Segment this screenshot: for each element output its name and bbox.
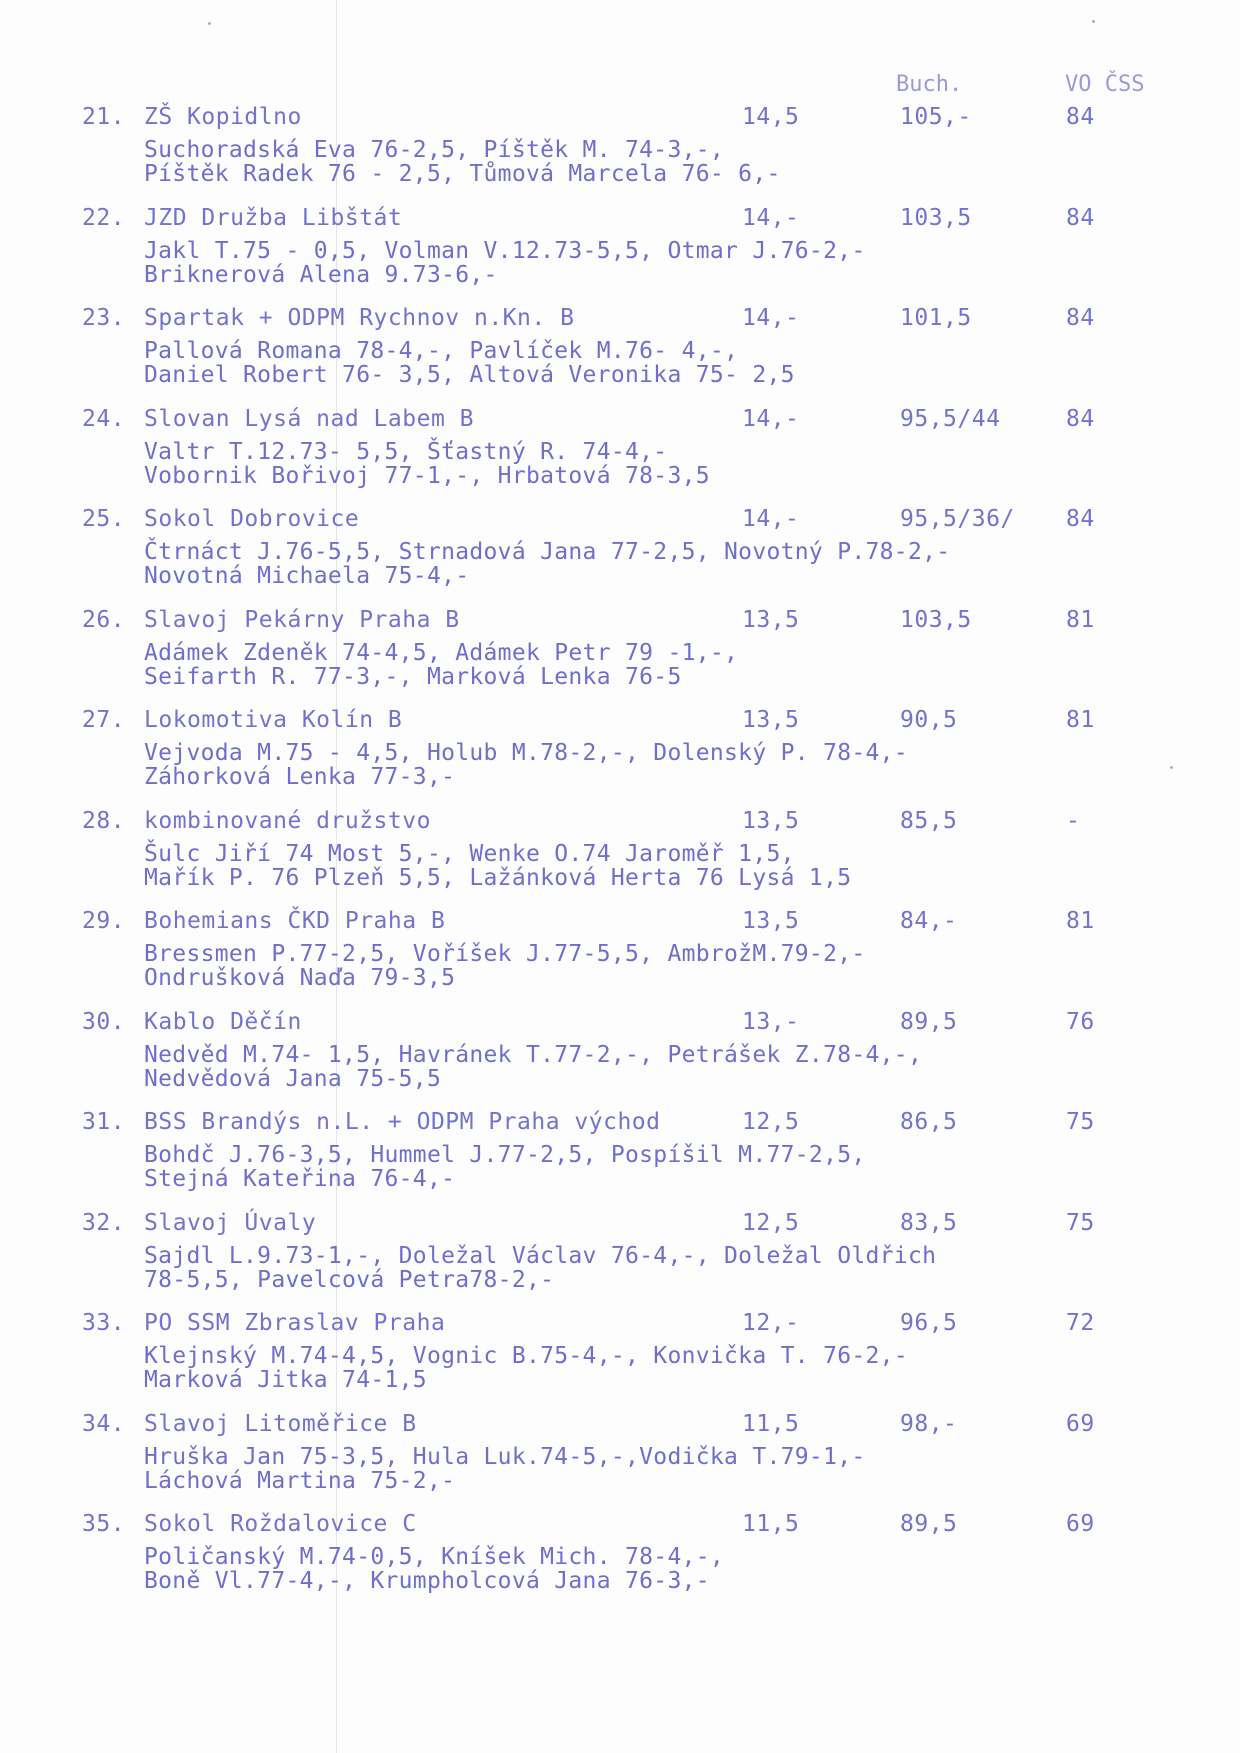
team-name: Slovan Lysá nad Labem B (144, 406, 474, 432)
team-name: kombinované družstvo (144, 808, 431, 834)
player-list (144, 1445, 866, 1493)
buchholz-score: 103,5 (900, 205, 972, 231)
team-name: Slavoj Úvaly (144, 1210, 317, 1236)
team-points: 14,- (742, 506, 800, 532)
player-line: Daniel Robert 76- 3,5, Altová Veronika 75- 2,5 (144, 362, 795, 388)
team-points: 14,5 (742, 104, 800, 130)
player-list (144, 1344, 908, 1392)
player-line: Adámek Zdeněk 74-4,5, Adámek Petr 79 -1,-, (144, 640, 739, 666)
player-line: Píštěk Radek 76 - 2,5, Tůmová Marcela 76- 6,- (144, 161, 781, 187)
player-line: Briknerová Alena 9.73-6,- (144, 262, 498, 288)
vo-css-score: 81 (1066, 607, 1095, 633)
buchholz-score: 103,5 (900, 607, 972, 633)
player-line: Záhorková Lenka 77-3,- (144, 764, 456, 790)
player-line: Šulc Jiří 74 Most 5,-, Wenke O.74 Jaroměř 1,5, (144, 841, 795, 867)
player-line: Marková Jitka 74-1,5 (144, 1367, 427, 1393)
player-line: Vobornik Bořivoj 77-1,-, Hrbatová 78-3,5 (144, 463, 710, 489)
player-list (144, 1244, 936, 1292)
player-line: Bohdč J.76-3,5, Hummel J.77-2,5, Pospíšil M.77-2,5, (144, 1142, 866, 1168)
buchholz-score: 95,5/44 (900, 406, 1001, 432)
buchholz-score: 98,- (900, 1411, 958, 1437)
column-header-vo-css: VO ČSS (1065, 72, 1145, 97)
vo-css-score: 84 (1066, 406, 1095, 432)
player-list (144, 440, 710, 488)
player-list (144, 138, 781, 186)
entry-number: 32. (82, 1210, 126, 1236)
player-line: Čtrnáct J.76-5,5, Strnadová Jana 77-2,5, Novotný P.78-2,- (144, 539, 951, 565)
vo-css-score: 81 (1066, 707, 1095, 733)
entry-number: 26. (82, 607, 126, 633)
team-name: Slavoj Litoměřice B (144, 1411, 417, 1437)
column-header-buch: Buch. (896, 72, 963, 97)
player-line: 78-5,5, Pavelcová Petra78-2,- (144, 1267, 555, 1293)
player-line: Nedvědová Jana 75-5,5 (144, 1066, 442, 1092)
team-points: 12,- (742, 1310, 800, 1336)
player-line: Klejnský M.74-4,5, Vognic B.75-4,-, Konvička T. 76-2,- (144, 1343, 908, 1369)
team-name: PO SSM Zbraslav Praha (144, 1310, 446, 1336)
buchholz-score: 89,5 (900, 1009, 958, 1035)
player-line: Boně Vl.77-4,-, Krumpholcová Jana 76-3,- (144, 1568, 710, 1594)
entry-number: 23. (82, 305, 126, 331)
team-points: 12,5 (742, 1210, 800, 1236)
team-points: 13,5 (742, 908, 800, 934)
entry-number: 21. (82, 104, 126, 130)
entry-number: 30. (82, 1009, 126, 1035)
vo-css-score: 72 (1066, 1310, 1095, 1336)
vo-css-score: 84 (1066, 205, 1095, 231)
player-line: Suchoradská Eva 76-2,5, Píštěk M. 74-3,-, (144, 137, 725, 163)
player-line: Seifarth R. 77-3,-, Marková Lenka 76-5 (144, 664, 682, 690)
vo-css-score: 69 (1066, 1411, 1095, 1437)
player-line: Hruška Jan 75-3,5, Hula Luk.74-5,-,Vodička T.79-1,- (144, 1444, 866, 1470)
vo-css-score: 69 (1066, 1511, 1095, 1537)
team-name: Sokol Roždalovice C (144, 1511, 417, 1537)
team-name: BSS Brandýs n.L. + ODPM Praha východ (144, 1109, 661, 1135)
entry-number: 25. (82, 506, 126, 532)
team-points: 14,- (742, 205, 800, 231)
player-list (144, 239, 866, 287)
team-name: Spartak + ODPM Rychnov n.Kn. B (144, 305, 575, 331)
team-points: 13,- (742, 1009, 800, 1035)
buchholz-score: 90,5 (900, 707, 958, 733)
buchholz-score: 101,5 (900, 305, 972, 331)
vo-css-score: 84 (1066, 104, 1095, 130)
player-line: Bressmen P.77-2,5, Voříšek J.77-5,5, AmbrožM.79-2,- (144, 941, 866, 967)
team-points: 12,5 (742, 1109, 800, 1135)
player-list (144, 1143, 866, 1191)
entry-number: 22. (82, 205, 126, 231)
team-name: ZŠ Kopidlno (144, 104, 302, 130)
team-points: 11,5 (742, 1511, 800, 1537)
team-points: 14,- (742, 406, 800, 432)
player-line: Láchová Martina 75-2,- (144, 1468, 456, 1494)
team-name: Sokol Dobrovice (144, 506, 360, 532)
player-line: Vejvoda M.75 - 4,5, Holub M.78-2,-, Dolenský P. 78-4,- (144, 740, 908, 766)
buchholz-score: 84,- (900, 908, 958, 934)
entry-number: 29. (82, 908, 126, 934)
paper-speck (208, 22, 211, 25)
player-list (144, 741, 908, 789)
buchholz-score: 89,5 (900, 1511, 958, 1537)
entry-number: 28. (82, 808, 126, 834)
vo-css-score: 84 (1066, 506, 1095, 532)
team-name: Kablo Děčín (144, 1009, 302, 1035)
buchholz-score: 105,- (900, 104, 972, 130)
player-line: Ondrušková Naďa 79-3,5 (144, 965, 456, 991)
player-list (144, 942, 866, 990)
entry-number: 35. (82, 1511, 126, 1537)
player-list (144, 641, 738, 689)
vo-css-score: - (1066, 808, 1081, 834)
entry-number: 27. (82, 707, 126, 733)
vo-css-score: 76 (1066, 1009, 1095, 1035)
buchholz-score: 85,5 (900, 808, 958, 834)
team-points: 14,- (742, 305, 800, 331)
player-list (144, 842, 851, 890)
buchholz-score: 96,5 (900, 1310, 958, 1336)
paper-speck (1170, 766, 1173, 769)
vo-css-score: 81 (1066, 908, 1095, 934)
player-list (144, 339, 795, 387)
player-line: Pallová Romana 78-4,-, Pavlíček M.76- 4,-, (144, 338, 739, 364)
buchholz-score: 95,5/36/ (900, 506, 1015, 532)
team-points: 13,5 (742, 607, 800, 633)
player-line: Valtr T.12.73- 5,5, Šťastný R. 74-4,- (144, 439, 668, 465)
player-line: Poličanský M.74-0,5, Kníšek Mich. 78-4,-, (144, 1544, 725, 1570)
player-line: Jakl T.75 - 0,5, Volman V.12.73-5,5, Otmar J.76-2,- (144, 238, 866, 264)
player-line: Mařík P. 76 Plzeň 5,5, Lažánková Herta 76 Lysá 1,5 (144, 865, 852, 891)
team-name: JZD Družba Libštát (144, 205, 403, 231)
vo-css-score: 75 (1066, 1109, 1095, 1135)
buchholz-score: 83,5 (900, 1210, 958, 1236)
player-line: Stejná Kateřina 76-4,- (144, 1166, 456, 1192)
entry-number: 24. (82, 406, 126, 432)
player-line: Sajdl L.9.73-1,-, Doležal Václav 76-4,-, Doležal Oldřich (144, 1243, 937, 1269)
player-list (144, 1545, 724, 1593)
team-name: Slavoj Pekárny Praha B (144, 607, 460, 633)
entry-number: 33. (82, 1310, 126, 1336)
paper-speck (1092, 20, 1095, 23)
player-list (144, 1043, 922, 1091)
team-name: Lokomotiva Kolín B (144, 707, 403, 733)
team-points: 11,5 (742, 1411, 800, 1437)
buchholz-score: 86,5 (900, 1109, 958, 1135)
entry-number: 31. (82, 1109, 126, 1135)
player-list (144, 540, 950, 588)
player-line: Novotná Michaela 75-4,- (144, 563, 470, 589)
player-line: Nedvěd M.74- 1,5, Havránek T.77-2,-, Petrášek Z.78-4,-, (144, 1042, 923, 1068)
team-name: Bohemians ČKD Praha B (144, 908, 446, 934)
vo-css-score: 84 (1066, 305, 1095, 331)
entry-number: 34. (82, 1411, 126, 1437)
team-points: 13,5 (742, 808, 800, 834)
vo-css-score: 75 (1066, 1210, 1095, 1236)
team-points: 13,5 (742, 707, 800, 733)
